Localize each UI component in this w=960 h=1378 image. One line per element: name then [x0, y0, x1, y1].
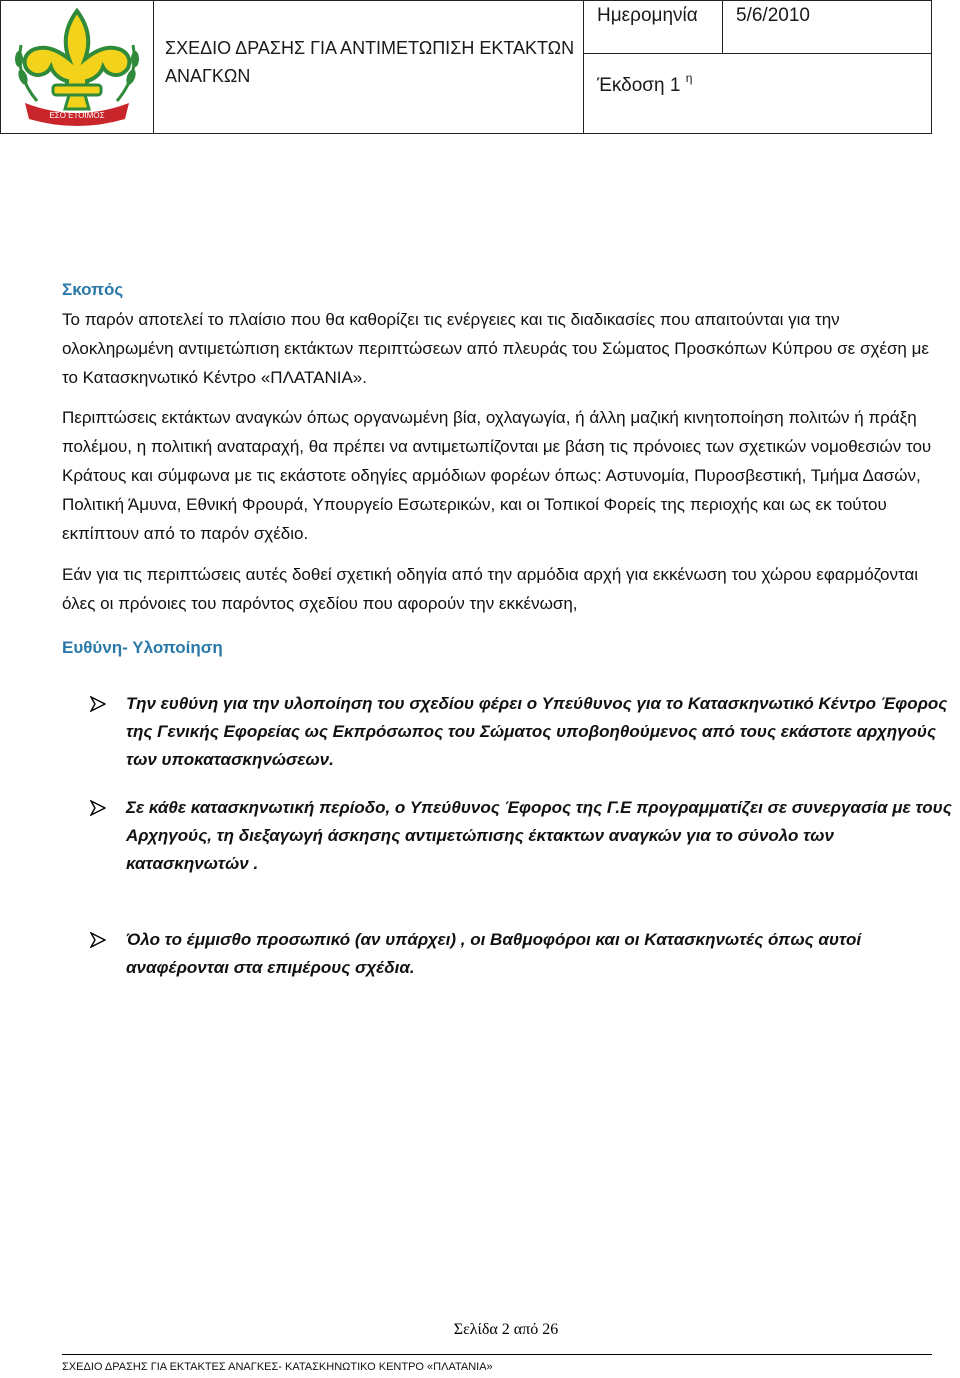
scope-paragraph: Το παρόν αποτελεί το πλαίσιο που θα καθορίζει τις ενέργειες και τις διαδικασίες που απαιτούνται για την ολοκληρωμένη αντιμετώπιση εκτάκτων περιπτώσεων από πλευράς του Σώματος Προσκόπων Κύπρου σε σχέση με το Κατασκηνωτικό Κέντρο «ΠΛΑΤΑΝΙΑ». [62, 310, 929, 387]
document-title: ΣΧΕΔΙΟ ΔΡΑΣΗΣ ΓΙΑ ΑΝΤΙΜΕΤΩΠΙΣΗ ΕΚΤΑΚΤΩΝ ΑΝΑΓΚΩΝ [165, 38, 575, 86]
responsibility-heading: Ευθύνη- Υλοποίηση [62, 638, 223, 657]
footer-divider [62, 1354, 932, 1355]
header-divider [153, 1, 154, 133]
scope-heading: Σκοπός [62, 280, 124, 299]
page-number: Σελίδα 2 από 26 [453, 1321, 559, 1338]
scout-logo-icon [7, 5, 147, 127]
list-item-text: Την ευθύνη για την υλοποίηση του σχεδίου φέρει ο Υπεύθυνος για το Κατασκηνωτικό Κέντρο Έφορος της Γενικής Εφορείας ως Εκπρόσωπος του Σώματος υποβοηθούμενος από τους εκάστοτε αρχηγούς των υποκατασκηνώσεων. [126, 694, 948, 769]
emergency-cases-paragraph: Περιπτώσεις εκτάκτων αναγκών όπως οργανωμένη βία, οχλαγωγία, ή άλλη μαζική κινητοποίηση πολιτών ή πράξη πολέμου, η πολιτική αναταραχή, θα πρέπει να αντιμετωπίζονται με βάση τις πρόνοιες των σχετικών νομοθεσιών του Κράτους και σύμφωνα με τις εκάστοτε οδηγίες αρμόδιων φορέων όπως: Αστυνομία, Πυροσβεστική, Τμήμα Δασών, Πολιτική Άμυνα, Εθνική Φρουρά, Υπουργείο Εσωτερικών, και οι Τοπικοί Φορείς της περιοχής και ως εκ τούτου εκπίπτουν από το παρόν σχέδιο. [62, 408, 932, 543]
header-table [0, 0, 932, 134]
header-divider [583, 1, 584, 133]
list-item-text: Όλο το έμμισθο προσωπικό (αν υπάρχει) , οι Βαθμοφόροι και οι Κατασκηνωτές όπως αυτοί αναφέρονται στα επιμέρους σχέδια. [126, 930, 862, 977]
header-divider [583, 53, 931, 54]
arrow-bullet-icon [90, 800, 106, 816]
footer-text: ΣΧΕΔΙΟ ΔΡΑΣΗΣ ΓΙΑ ΕΚΤΑΚΤΕΣ ΑΝΑΓΚΕΣ- ΚΑΤΑΣΚΗΝΩΤΙΚΟ ΚΕΝΤΡΟ «ΠΛΑΤΑΝΙΑ» [62, 1361, 493, 1373]
edition-label: Έκδοση 1 $^\eta$ [597, 71, 693, 96]
evacuation-paragraph: Εάν για τις περιπτώσεις αυτές δοθεί σχετική οδηγία από την αρμόδια αρχή για εκκένωση του χώρου εφαρμόζονται όλες οι πρόνοιες του παρόντος σχεδίου που αφορούν την εκκένωση, [62, 565, 919, 613]
main-content [62, 277, 932, 661]
list-item-text: Σε κάθε κατασκηνωτική περίοδο, ο Υπεύθυνος Έφορος της Γ.Ε προγραμματίζει σε συνεργασία με τους Αρχηγούς, τη διεξαγωγή άσκησης αντιμετώπισης έκτακτων αναγκών για το σύνολο των κατασκηνωτών . [126, 798, 952, 873]
logo-motto: ΕΣΟ ΕΤΟΙΜΟΣ [49, 111, 105, 120]
date-value: 5/6/2010 [736, 5, 810, 26]
arrow-bullet-icon [90, 696, 106, 712]
header-divider [722, 1, 723, 53]
arrow-bullet-icon [90, 932, 106, 948]
date-label: Ημερομηνία [597, 5, 698, 26]
